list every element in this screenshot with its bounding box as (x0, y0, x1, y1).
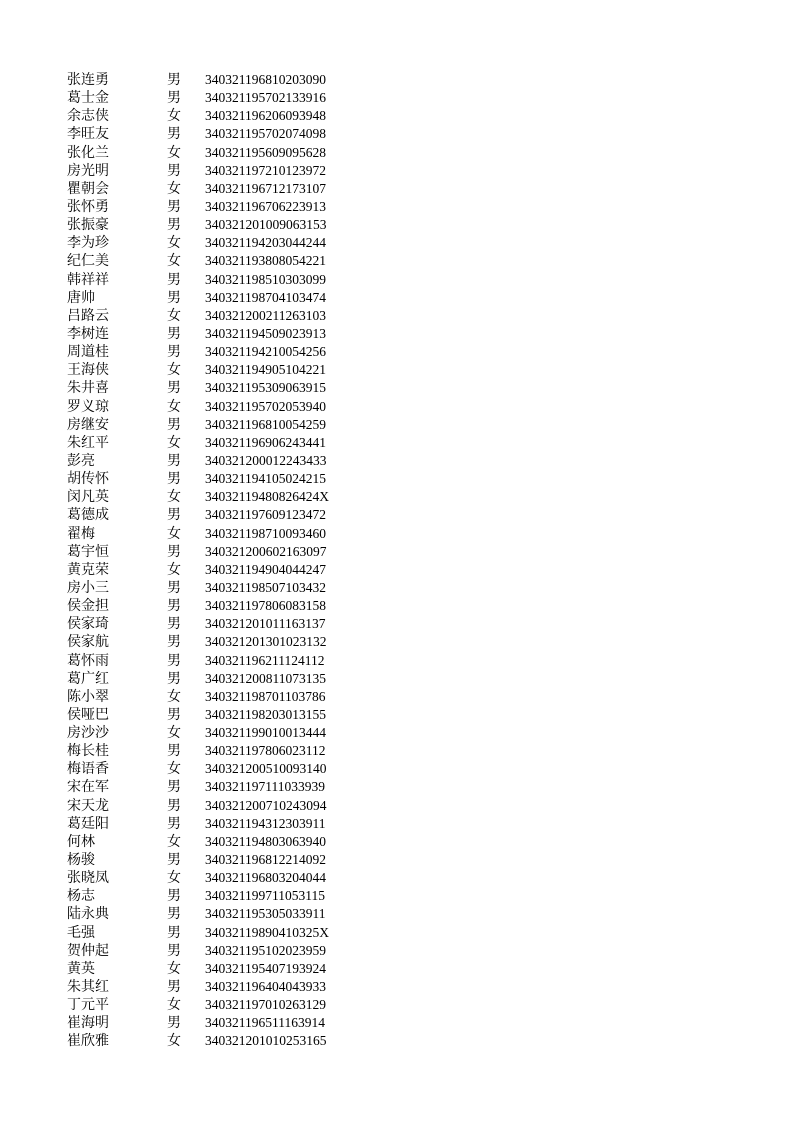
person-gender: 女 (167, 235, 181, 252)
person-name: 胡传怀 (67, 471, 109, 488)
person-id-number: 340321195609095628 (205, 144, 326, 160)
roster-row (67, 633, 367, 651)
person-gender: 男 (167, 616, 181, 633)
person-gender: 男 (167, 852, 181, 869)
person-gender: 女 (167, 870, 181, 887)
person-gender: 男 (167, 452, 181, 469)
person-name: 唐帅 (67, 289, 95, 306)
person-id-number: 340321198704103474 (205, 289, 326, 305)
person-name: 朱红平 (67, 434, 109, 451)
roster-row (67, 434, 367, 452)
person-id-number: 340321200811073135 (205, 670, 326, 686)
person-gender: 男 (167, 344, 181, 361)
roster-row (67, 452, 367, 470)
person-id-number: 340321195305033911 (205, 906, 326, 922)
person-id-number: 34032119480826424X (205, 489, 329, 505)
person-id-number: 340321197806083158 (205, 598, 326, 614)
person-name: 侯家琦 (67, 616, 109, 633)
person-name: 葛士金 (67, 90, 109, 107)
roster-row (67, 343, 367, 361)
person-name: 何林 (67, 833, 95, 850)
person-name: 纪仁美 (67, 253, 109, 270)
person-name: 张连勇 (67, 72, 109, 88)
person-name: 李为珍 (67, 235, 109, 252)
person-id-number: 340321198710093460 (205, 525, 326, 541)
person-name: 李树连 (67, 325, 109, 342)
person-gender: 男 (167, 906, 181, 923)
person-name: 闵凡英 (67, 489, 109, 506)
roster-row (67, 162, 367, 180)
person-name: 翟梅 (67, 525, 95, 542)
person-id-number: 340321199711053115 (205, 888, 325, 904)
roster-row (67, 398, 367, 416)
person-id-number: 340321198510303099 (205, 271, 326, 287)
person-name: 葛廷阳 (67, 815, 109, 832)
person-gender: 女 (167, 434, 181, 451)
person-gender: 男 (167, 1015, 181, 1032)
person-id-number: 340321201009063153 (205, 217, 327, 233)
person-gender: 女 (167, 398, 181, 415)
person-gender: 女 (167, 144, 181, 161)
person-id-number: 340321196803204044 (205, 870, 326, 886)
person-name: 黄克荣 (67, 561, 109, 578)
person-id-number: 340321193808054221 (205, 253, 326, 269)
person-id-number: 340321197111033939 (205, 779, 325, 795)
person-id-number: 340321196511163914 (205, 1015, 325, 1031)
roster-row (67, 815, 367, 833)
roster-row (67, 89, 367, 107)
person-gender: 男 (167, 507, 181, 524)
person-gender: 女 (167, 108, 181, 125)
person-gender: 男 (167, 289, 181, 306)
person-name: 张怀勇 (67, 198, 109, 215)
person-gender: 女 (167, 833, 181, 850)
person-id-number: 340321200710243094 (205, 797, 327, 813)
person-name: 周道桂 (67, 344, 109, 361)
person-gender: 女 (167, 525, 181, 542)
person-name: 葛宇恒 (67, 543, 109, 560)
roster-row (67, 942, 367, 960)
person-id-number: 340321194203044244 (205, 235, 326, 251)
roster-row (67, 887, 367, 905)
roster-row (67, 144, 367, 162)
person-name: 毛强 (67, 924, 95, 941)
person-gender: 女 (167, 561, 181, 578)
person-name: 梅长桂 (67, 743, 109, 760)
person-id-number: 340321195702074098 (205, 126, 326, 142)
person-gender: 男 (167, 380, 181, 397)
person-gender: 男 (167, 579, 181, 596)
person-name: 吕路云 (67, 307, 109, 324)
person-name: 侯哑巴 (67, 706, 109, 723)
person-gender: 女 (167, 307, 181, 324)
roster-row (67, 869, 367, 887)
person-gender: 男 (167, 924, 181, 941)
person-gender: 男 (167, 652, 181, 669)
roster-row (67, 416, 367, 434)
person-name: 葛德成 (67, 507, 109, 524)
roster-row (67, 525, 367, 543)
roster-row (67, 252, 367, 270)
roster-row (67, 1014, 367, 1032)
person-id-number: 340321196712173107 (205, 180, 326, 196)
roster-row (67, 760, 367, 778)
roster-row (67, 470, 367, 488)
person-name: 丁元平 (67, 997, 109, 1014)
person-id-number: 340321200211263103 (205, 307, 326, 323)
roster-row (67, 289, 367, 307)
person-name: 王海侠 (67, 362, 109, 379)
person-gender: 男 (167, 815, 181, 832)
person-name: 李旺友 (67, 126, 109, 143)
person-gender: 男 (167, 471, 181, 488)
roster-row (67, 797, 367, 815)
person-gender: 男 (167, 217, 181, 234)
person-gender: 男 (167, 743, 181, 760)
person-name: 余志侠 (67, 108, 109, 125)
person-gender: 女 (167, 688, 181, 705)
roster-row (67, 960, 367, 978)
person-id-number: 340321199010013444 (205, 725, 326, 741)
roster-row (67, 670, 367, 688)
person-id-number: 340321198507103432 (205, 579, 326, 595)
person-name: 房小三 (67, 579, 109, 596)
roster-row (67, 125, 367, 143)
roster-row (67, 1032, 367, 1050)
roster-row (67, 978, 367, 996)
person-gender: 女 (167, 725, 181, 742)
person-gender: 男 (167, 325, 181, 342)
roster-row (67, 924, 367, 942)
roster-row (67, 198, 367, 216)
person-gender: 男 (167, 797, 181, 814)
roster-row (67, 361, 367, 379)
person-gender: 女 (167, 489, 181, 506)
person-name: 陈小翠 (67, 688, 109, 705)
person-id-number: 340321194905104221 (205, 362, 326, 378)
person-id-number: 340321196706223913 (205, 198, 326, 214)
person-id-number: 340321196906243441 (205, 434, 326, 450)
person-id-number: 340321196812214092 (205, 852, 326, 868)
person-id-number: 340321196206093948 (205, 108, 326, 124)
person-gender: 男 (167, 126, 181, 143)
person-gender: 女 (167, 761, 181, 778)
roster-row (67, 379, 367, 397)
person-name: 崔欣雅 (67, 1033, 109, 1050)
person-id-number: 340321195102023959 (205, 942, 326, 958)
person-id-number: 340321198701103786 (205, 688, 326, 704)
person-gender: 女 (167, 960, 181, 977)
person-id-number: 340321195702053940 (205, 398, 326, 414)
person-id-number: 340321197806023112 (205, 743, 326, 759)
person-gender: 女 (167, 180, 181, 197)
person-id-number: 340321195702133916 (205, 90, 326, 106)
person-name: 侯家航 (67, 634, 109, 651)
roster-row (67, 996, 367, 1014)
roster-list (67, 71, 367, 1051)
person-id-number: 340321195309063915 (205, 380, 326, 396)
person-name: 房继安 (67, 416, 109, 433)
person-gender: 女 (167, 362, 181, 379)
roster-row (67, 216, 367, 234)
person-id-number: 340321197210123972 (205, 162, 326, 178)
person-gender: 男 (167, 72, 181, 88)
person-name: 葛广红 (67, 670, 109, 687)
person-gender: 男 (167, 979, 181, 996)
person-name: 梅语香 (67, 761, 109, 778)
person-name: 宋天龙 (67, 797, 109, 814)
person-id-number: 340321197010263129 (205, 997, 326, 1013)
person-gender: 女 (167, 1033, 181, 1050)
roster-row (67, 706, 367, 724)
person-name: 房沙沙 (67, 725, 109, 742)
roster-row (67, 778, 367, 796)
person-name: 彭亮 (67, 452, 95, 469)
person-id-number: 340321194105024215 (205, 471, 326, 487)
roster-row (67, 833, 367, 851)
roster-row (67, 234, 367, 252)
person-name: 杨骏 (67, 852, 95, 869)
roster-row (67, 851, 367, 869)
roster-row (67, 615, 367, 633)
person-name: 韩祥祥 (67, 271, 109, 288)
roster-row (67, 742, 367, 760)
roster-row (67, 543, 367, 561)
roster-row (67, 271, 367, 289)
person-name: 侯金担 (67, 598, 109, 615)
person-name: 罗义琼 (67, 398, 109, 415)
person-name: 葛怀雨 (67, 652, 109, 669)
person-id-number: 340321196810203090 (205, 72, 326, 87)
roster-row (67, 180, 367, 198)
person-gender: 男 (167, 416, 181, 433)
person-id-number: 340321196404043933 (205, 979, 326, 995)
person-id-number: 340321195407193924 (205, 960, 326, 976)
person-id-number: 340321194803063940 (205, 833, 326, 849)
person-name: 张晓凤 (67, 870, 109, 887)
person-name: 张振豪 (67, 217, 109, 234)
roster-row (67, 307, 367, 325)
person-id-number: 34032119890410325X (205, 924, 329, 940)
person-id-number: 340321194312303911 (205, 815, 326, 831)
roster-row (67, 579, 367, 597)
person-gender: 男 (167, 670, 181, 687)
person-name: 贺仲起 (67, 942, 109, 959)
roster-row (67, 506, 367, 524)
person-name: 崔海明 (67, 1015, 109, 1032)
person-gender: 男 (167, 598, 181, 615)
person-id-number: 340321201011163137 (205, 616, 326, 632)
roster-row (67, 71, 367, 89)
person-gender: 男 (167, 90, 181, 107)
person-gender: 男 (167, 198, 181, 215)
person-gender: 男 (167, 162, 181, 179)
person-name: 杨志 (67, 888, 95, 905)
person-id-number: 340321200012243433 (205, 452, 327, 468)
person-id-number: 340321200510093140 (205, 761, 327, 777)
person-gender: 女 (167, 997, 181, 1014)
person-name: 瞿朝会 (67, 180, 109, 197)
person-id-number: 340321194509023913 (205, 325, 326, 341)
person-id-number: 340321196211124112 (205, 652, 325, 668)
person-name: 朱井喜 (67, 380, 109, 397)
person-gender: 男 (167, 942, 181, 959)
person-id-number: 340321201301023132 (205, 634, 327, 650)
person-id-number: 340321194904044247 (205, 561, 326, 577)
person-name: 房光明 (67, 162, 109, 179)
person-name: 张化兰 (67, 144, 109, 161)
person-id-number: 340321201010253165 (205, 1033, 327, 1049)
person-id-number: 340321197609123472 (205, 507, 326, 523)
person-id-number: 340321200602163097 (205, 543, 327, 559)
person-gender: 女 (167, 253, 181, 270)
person-gender: 男 (167, 779, 181, 796)
roster-row (67, 724, 367, 742)
person-name: 宋在军 (67, 779, 109, 796)
person-gender: 男 (167, 271, 181, 288)
person-name: 黄英 (67, 960, 95, 977)
roster-row (67, 325, 367, 343)
roster-row (67, 688, 367, 706)
person-gender: 男 (167, 543, 181, 560)
roster-row (67, 561, 367, 579)
roster-row (67, 597, 367, 615)
person-gender: 男 (167, 706, 181, 723)
person-id-number: 340321198203013155 (205, 706, 326, 722)
person-id-number: 340321194210054256 (205, 344, 326, 360)
roster-row (67, 905, 367, 923)
person-name: 陆永典 (67, 906, 109, 923)
roster-row (67, 652, 367, 670)
person-gender: 男 (167, 634, 181, 651)
person-name: 朱其红 (67, 979, 109, 996)
roster-row (67, 107, 367, 125)
roster-row (67, 488, 367, 506)
person-gender: 男 (167, 888, 181, 905)
person-id-number: 340321196810054259 (205, 416, 326, 432)
